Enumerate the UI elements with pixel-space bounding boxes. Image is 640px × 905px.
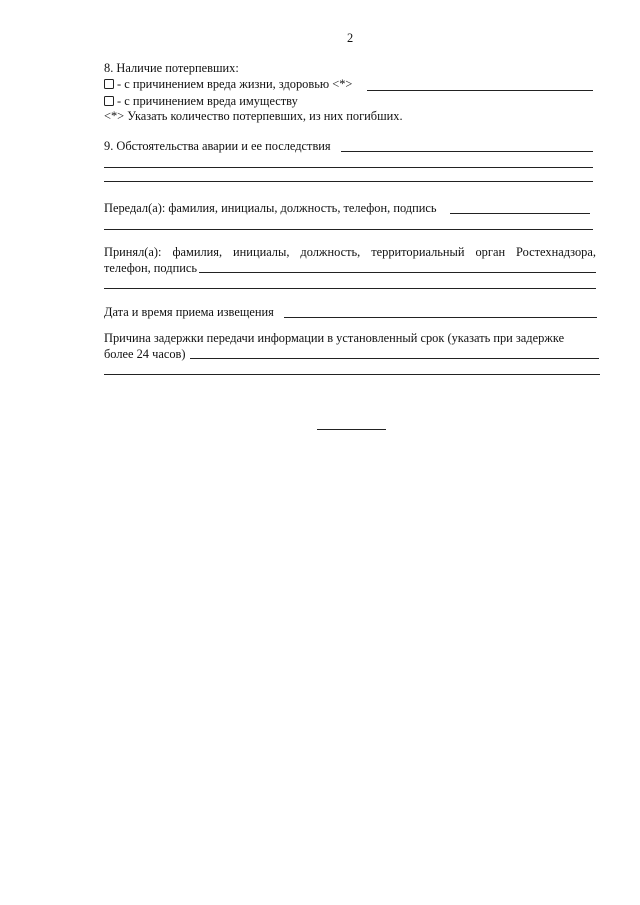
section8-option1: [104, 77, 352, 91]
received-word: должность,: [300, 245, 361, 259]
option1-label: - с причинением вреда жизни, здоровью <*>: [117, 77, 353, 91]
checkbox-icon[interactable]: [104, 96, 114, 106]
delay-reason-line1: Причина задержки передачи информации в установленный срок (указать при задержке: [104, 331, 565, 345]
checkbox-icon[interactable]: [104, 79, 114, 89]
section8-note: <*> Указать количество потерпевших, из них погибших.: [104, 109, 403, 123]
received-label-line2: телефон, подпись: [104, 261, 197, 275]
received-fill-line: [199, 272, 596, 273]
received-word: фамилия,: [172, 245, 223, 259]
delay-reason-fill-line: [190, 358, 599, 359]
received-word: территориальный: [371, 245, 465, 259]
reception-datetime-fill-line: [284, 317, 597, 318]
received-word: Принял(а):: [104, 245, 162, 259]
received-line-2: [104, 288, 596, 289]
reception-datetime-label: Дата и время приема извещения: [104, 305, 274, 319]
transmitted-label: Передал(а): фамилия, инициалы, должность, телефон, подпись: [104, 201, 437, 215]
transmitted-line-2: [104, 229, 593, 230]
section8-option2: [104, 94, 298, 108]
option2-label: - с причинением вреда имуществу: [117, 94, 298, 108]
section8-heading: 8. Наличие потерпевших:: [104, 61, 239, 75]
section9-fill-line: [341, 151, 593, 152]
section9-heading: 9. Обстоятельства аварии и ее последствия: [104, 139, 331, 153]
received-word: Ростехнадзора,: [516, 245, 596, 259]
delay-reason-line2: более 24 часов): [104, 347, 186, 361]
delay-reason-line-2: [104, 374, 600, 375]
section9-line-2: [104, 167, 593, 168]
received-word: орган: [475, 245, 506, 259]
end-separator: [317, 429, 386, 430]
option1-fill-line: [367, 90, 593, 91]
received-label-line1: [104, 245, 596, 259]
transmitted-fill-line: [450, 213, 590, 214]
section9-line-3: [104, 181, 593, 182]
received-word: инициалы,: [233, 245, 290, 259]
page-number: 2: [347, 31, 354, 45]
